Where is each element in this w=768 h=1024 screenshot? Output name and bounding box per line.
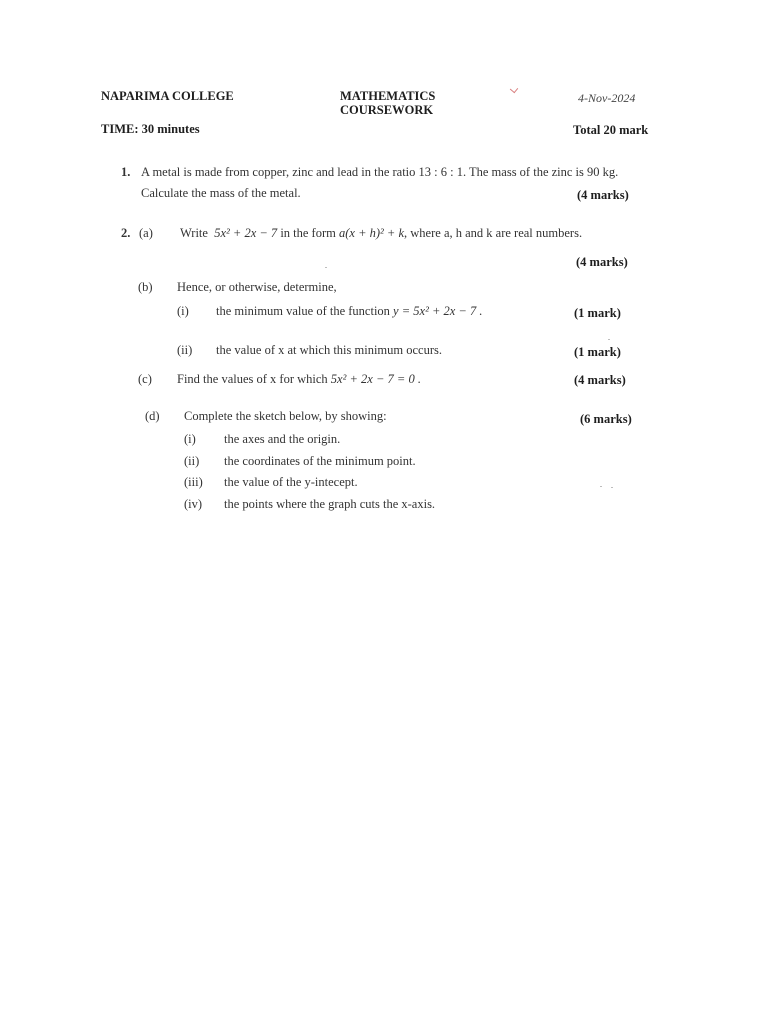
q2b-ii-text: the value of x at which this minimum occurs.: [216, 343, 442, 357]
q2a-text-end: , where a, h and k are real numbers.: [404, 226, 583, 240]
q2d-item-label: (iv): [184, 497, 203, 511]
q2c-text-main: Find the values of x for which: [177, 372, 328, 386]
q2a-text: [180, 226, 582, 241]
q2b-i-text: [216, 304, 483, 319]
q2a-marks: (4 marks): [576, 255, 628, 269]
subject-line-1: MATHEMATICS: [340, 89, 436, 103]
q2d-label: (d): [145, 409, 160, 423]
exam-date: 4-Nov-2024: [578, 91, 636, 105]
scan-speck: [608, 339, 610, 340]
q2c-expression: 5x² + 2x − 7 = 0 .: [330, 372, 421, 386]
q2c-label: (c): [138, 372, 152, 386]
time-allowed: TIME: 30 minutes: [101, 122, 200, 136]
q2b-ii-label: (ii): [177, 343, 193, 357]
q2a-label: (a): [139, 226, 153, 240]
q2d-item-text: the coordinates of the minimum point.: [224, 454, 416, 468]
q2b-i-text-main: the minimum value of the function: [216, 304, 390, 318]
q2a-text-start: Write: [180, 226, 208, 240]
subject-line-2: COURSEWORK: [340, 103, 434, 117]
scan-speck: [325, 267, 327, 268]
q2a-text-mid: in the form: [280, 226, 336, 240]
q2a-expression: 5x² + 2x − 7: [214, 226, 278, 240]
q2c-text: [177, 372, 421, 387]
q2d-item-text: the points where the graph cuts the x-axis.: [224, 497, 436, 511]
scan-speck: [611, 487, 613, 488]
q2b-label: (b): [138, 280, 153, 294]
q2b-i-expression: y = 5x² + 2x − 7 .: [393, 304, 483, 318]
q2c-marks: (4 marks): [574, 373, 626, 387]
q2d-intro: Complete the sketch below, by showing:: [184, 409, 387, 423]
q2d-item-text: the value of the y-intecept.: [224, 475, 358, 489]
q1-marks: (4 marks): [577, 188, 629, 202]
school-name: NAPARIMA COLLEGE: [101, 89, 234, 103]
scan-speck: [600, 486, 602, 487]
q2d-item-text: the axes and the origin.: [224, 432, 341, 446]
q2-number: 2.: [121, 226, 131, 240]
q2b-i-label: (i): [177, 304, 189, 318]
q1-text-line1: A metal is made from copper, zinc and lead in the ratio 13 : 6 : 1. The mass of the zinc is 90 kg.: [141, 165, 619, 179]
q1-text-line2: Calculate the mass of the metal.: [141, 186, 301, 200]
q2d-item-label: (ii): [184, 454, 200, 468]
check-mark-icon: [510, 85, 518, 93]
q2b-i-marks: (1 mark): [574, 306, 621, 320]
total-marks: Total 20 mark: [573, 123, 649, 137]
q2d-marks: (6 marks): [580, 412, 632, 426]
q2b-ii-marks: (1 mark): [574, 345, 621, 359]
q2d-item-label: (iii): [184, 475, 203, 489]
q1-number: 1.: [121, 165, 131, 179]
q2b-intro: Hence, or otherwise, determine,: [177, 280, 337, 294]
q2d-item-label: (i): [184, 432, 196, 446]
q2a-form: a(x + h)² + k: [338, 226, 405, 240]
